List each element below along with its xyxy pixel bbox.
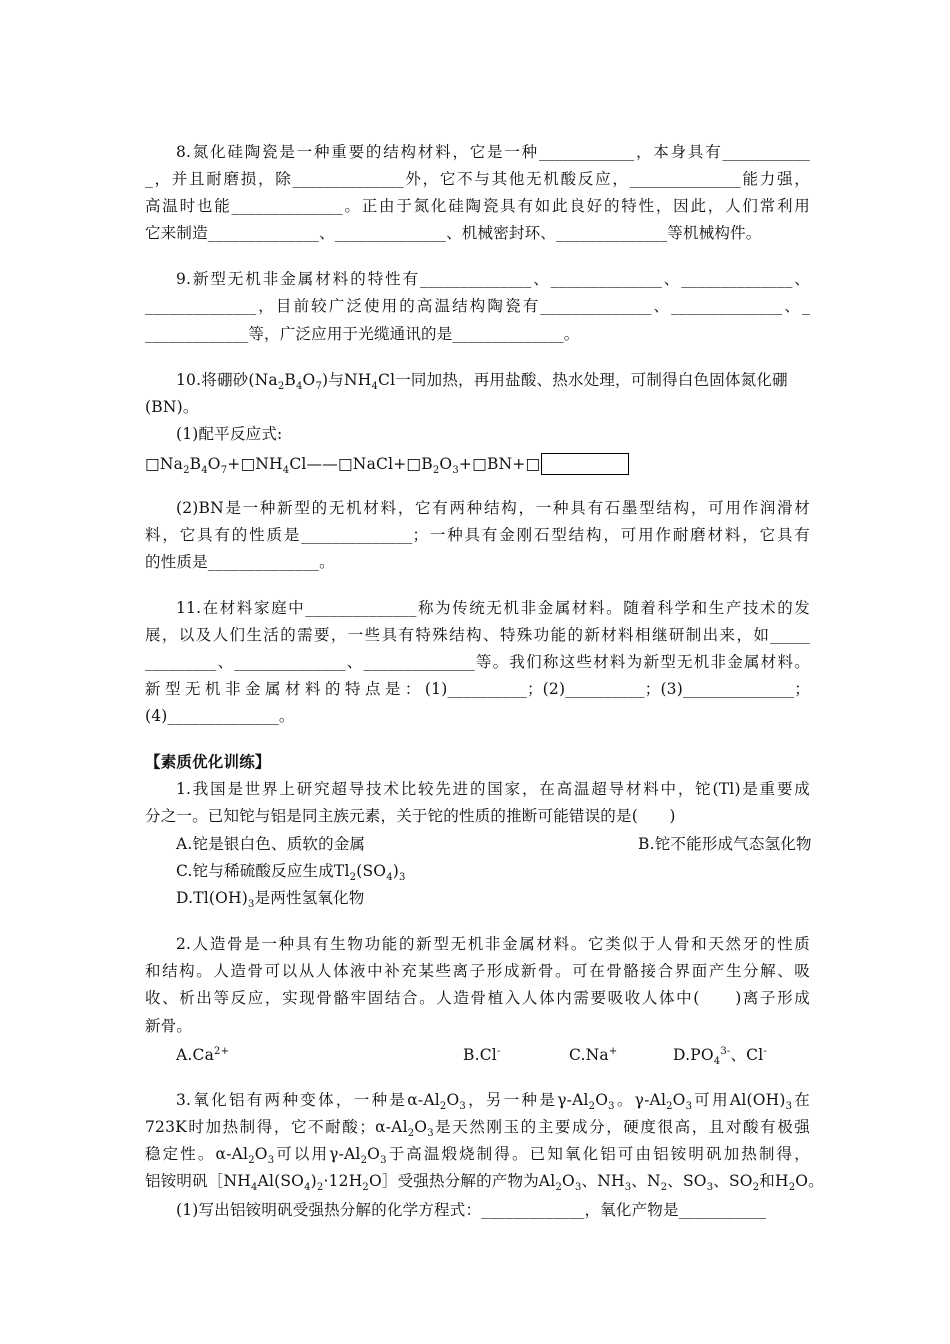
s2-line-4: 新骨。 <box>145 1017 193 1035</box>
s1-option-d: $D.Tl(OH)_3$是两性氢氧化物 <box>176 889 365 911</box>
q10-line-2: (BN)。 <box>145 398 199 416</box>
q11-line-4: 新型无机非金属材料的特点是：(1)__________；(2)__________；(3)______________； <box>145 680 810 698</box>
s2-option-b: B.Cl- <box>463 1045 501 1064</box>
q11-line-5: (4)______________。 <box>145 707 295 725</box>
s2-options <box>176 1045 810 1068</box>
s1-option-c: C.铊与稀硫酸反应生成$Tl_2(SO_4)_3$ <box>176 862 406 884</box>
q8-line-4: 它来制造______________、______________、机械密封环、______________等机械构件。 <box>145 224 762 242</box>
q9-line-2: ______________，目前较广泛使用的高温结构陶瓷有______________、______________、_ <box>145 297 810 315</box>
s1-line-2: 分之一。已知铊与铝是同主族元素，关于铊的性质的推断可能错误的是( ) <box>145 807 676 825</box>
s2-option-c: C.Na+ <box>569 1045 618 1064</box>
s1-line-1: 1.我国是世界上研究超导技术比较先进的国家，在高温超导材料中，铊(Tl)是重要成 <box>176 780 810 798</box>
q10-line-1: 10.将硼砂$(Na_2B_4O_7)$与$NH_4Cl$一同加热，再用盐酸、热水处理，可制得白色固体氮化硼 <box>176 371 788 393</box>
s3-part1: (1)写出铝铵明矾受强热分解的化学方程式：_____________，氧化产物是___________ <box>176 1201 767 1219</box>
q9-line-3: _____________等，广泛应用于光缆通讯的是______________。 <box>145 325 580 343</box>
s1-option-a: A.铊是银白色、质软的金属 <box>176 835 366 853</box>
q10-equation: $□Na_2B_4O_7+□NH_4Cl——□NaCl+□B_2O_3+□BN+□$ <box>145 453 810 475</box>
s2-line-2: 和结构。人造骨可以从人体液中补充某些离子形成新骨。可在骨骼接合界面产生分解、吸 <box>145 962 810 980</box>
section-title: 【素质优化训练】 <box>145 752 271 771</box>
q8-line-2: _，并且耐磨损，除______________外，它不与其他无机酸反应，______________能力强， <box>145 170 810 188</box>
s2-option-d: $D.PO_4^{3-}$、Cl- <box>673 1045 767 1068</box>
s3-line-4: 铝铵明矾$[NH_4Al(SO_4)_2\cdot 12H_2O]$受强热分解的产物为$Al_2O_3$、$NH_3$、$N_2$、$SO_3$、$SO_2$和$H_2O$。 <box>145 1172 824 1194</box>
s1-options-ab <box>176 834 810 854</box>
answer-box <box>541 453 629 475</box>
q10-part2-line-1: (2)BN是一种新型的无机材料，它有两种结构，一种具有石墨型结构，可用作润滑材 <box>176 499 810 517</box>
q11-line-2: 展，以及人们生活的需要，一些具有特殊结构、特殊功能的新材料相继研制出来，如_____ <box>145 626 810 644</box>
q11-line-3: _________、______________、______________等。我们称这些材料为新型无机非金属材料。 <box>145 653 810 671</box>
q10-part2-line-3: 的性质是______________。 <box>145 553 335 571</box>
q9-line-1: 9.新型无机非金属材料的特性有______________、______________、______________、 <box>176 270 810 288</box>
q8-line-1: 8.氮化硅陶瓷是一种重要的结构材料，它是一种____________，本身具有___________ <box>176 143 810 161</box>
s2-line-1: 2.人造骨是一种具有生物功能的新型无机非金属材料。它类似于人骨和天然牙的性质 <box>176 935 810 953</box>
s3-line-1: 3.氧化铝有两种变体，一种是$\alpha-Al_2O_3$，另一种是$\gamma-Al_2O_3$。$\gamma-Al_2O_3$可用$Al(OH)_3$在 <box>176 1091 810 1113</box>
q10-part1-label: (1)配平反应式: <box>176 425 283 443</box>
s3-line-2: 723K时加热制得，它不耐酸；$\alpha-Al_2O_3$是天然刚玉的主要成分，硬度很高，且对酸有极强 <box>145 1118 810 1140</box>
q11-line-1: 11.在材料家庭中______________称为传统无机非金属材料。随着科学和生产技术的发 <box>176 599 810 617</box>
s2-line-3: 收、析出等反应，实现骨骼牢固结合。人造骨植入人体内需要吸收人体中( )离子形成 <box>145 989 810 1007</box>
q8-line-3: 高温时也能______________。正由于氮化硅陶瓷具有如此良好的特性，因此，人们常利用 <box>145 197 810 215</box>
s3-line-3: 稳定性。$\alpha-Al_2O_3$可以用$\gamma-Al_2O_3$于高温煅烧制得。已知氧化铝可由铝铵明矾加热制得， <box>145 1145 810 1167</box>
s2-option-a: $A.Ca^{2+}$ <box>176 1045 230 1064</box>
s1-option-b: B.铊不能形成气态氢化物 <box>638 835 812 853</box>
q10-part2-line-2: 料，它具有的性质是______________；一种具有金刚石型结构，可用作耐磨材料，它具有 <box>145 526 810 544</box>
